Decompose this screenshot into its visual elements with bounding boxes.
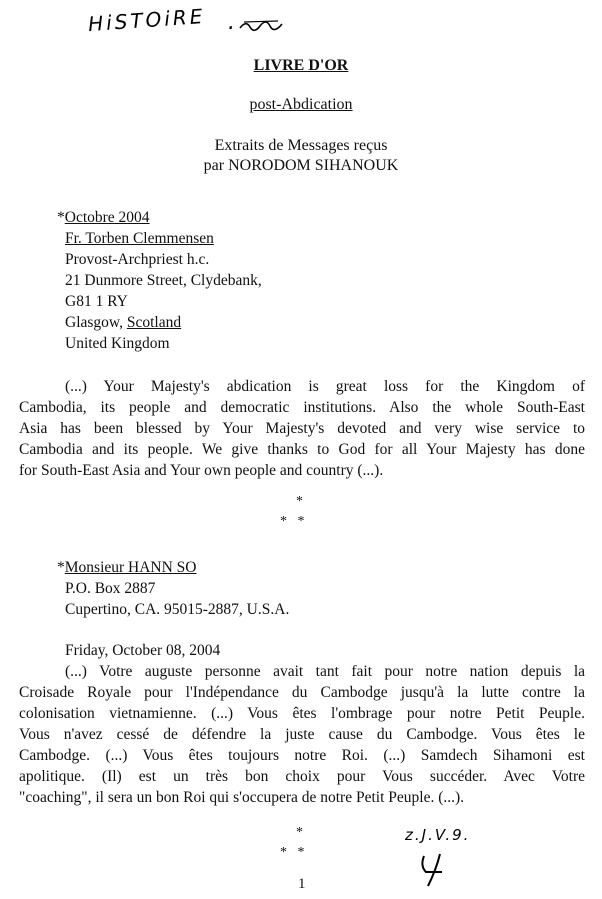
message2-body-line: apolitique. (Il) est un très bon choix pour Vous succéder. Avec Votre — [19, 768, 585, 785]
message2-body-line: colonisation vietnamienne. (...) Vous êtes l'ombrage pour notre Petit Peuple. — [19, 705, 585, 722]
message1-body — [19, 376, 585, 481]
extraits-line-2: par NORODOM SIHANOUK — [203, 157, 399, 174]
separator-star-top: * — [296, 494, 303, 509]
message2-sender: Monsieur HANN SO — [64, 559, 197, 576]
page-title: LIVRE D'OR — [253, 57, 349, 74]
message1-body-line: Cambodia and its people. We give thanks to God for all Your Majesty has done — [19, 441, 585, 458]
message2-address-1: P.O. Box 2887 — [65, 580, 156, 597]
message2-body-line: Croisade Royale pour l'Indépendance du Cambodge jusqu'à la lutte contre la — [19, 684, 585, 701]
separator-star-top-2: * — [296, 825, 303, 840]
message2-body-line: Vous n'avez cessé de défendre la juste cause du Cambodge. Vous êtes le — [19, 726, 585, 743]
message2-sender-line — [57, 557, 197, 578]
message2-body — [19, 661, 585, 808]
message2-address-2: Cupertino, CA. 95015-2887, U.S.A. — [65, 601, 290, 618]
message1-body-line: (...) Your Majesty's abdication is great loss for the Kingdom of — [65, 378, 585, 395]
message1-sender: Fr. Torben Clemmensen — [65, 230, 214, 247]
message1-city-country: Scotland — [126, 314, 182, 331]
message1-address-2: 21 Dunmore Street, Clydebank, — [65, 272, 262, 289]
message1-address-1: Provost-Archpriest h.c. — [65, 251, 210, 268]
message1-body-line: for South-East Asia and Your own people and country (...). — [19, 462, 384, 479]
message1-body-line: Asia has been blessed by Your Majesty's devoted and very wise service to — [19, 420, 585, 437]
message1-body-line: Cambodia, its people and democratic institutions. Also the whole South-East — [19, 399, 585, 416]
message2-bullet: * — [57, 559, 65, 576]
handwritten-initial-mark — [418, 852, 448, 888]
message2-body-line: Cambodge. (...) Vous êtes toujours notre Roi. (...) Samdech Sihamoni est — [19, 747, 585, 764]
message2-date: Friday, October 08, 2004 — [65, 642, 221, 659]
handwritten-histoire: HiSTOiRE — [87, 3, 207, 37]
message1-date: Octobre 2004 — [64, 209, 150, 226]
message1-date-line — [57, 207, 150, 228]
extraits-line-1: Extraits de Messages reçus — [214, 137, 388, 154]
message1-bullet: * — [57, 209, 65, 226]
message2-body-line: "coaching", il sera un bon Roi qui s'occupera de notre Petit Peuple. (...). — [19, 789, 465, 806]
scribble-mark — [238, 18, 286, 32]
handwritten-dot: . — [228, 10, 238, 35]
message2-body-line: (...) Votre auguste personne avait tant fait pour notre nation depuis la — [65, 663, 585, 680]
message1-city-prefix: Glasgow, — [65, 314, 127, 331]
message1-country: United Kingdom — [65, 335, 170, 352]
message1-address-3: G81 1 RY — [65, 293, 128, 310]
separator-star-bottom: * * — [280, 514, 305, 529]
page-subtitle: post-Abdication — [249, 96, 353, 113]
page-number: 1 — [298, 876, 306, 892]
message1-city — [65, 312, 181, 333]
handwritten-date: z.J.V.9. — [405, 826, 471, 844]
separator-star-bottom-2: * * — [280, 845, 305, 860]
